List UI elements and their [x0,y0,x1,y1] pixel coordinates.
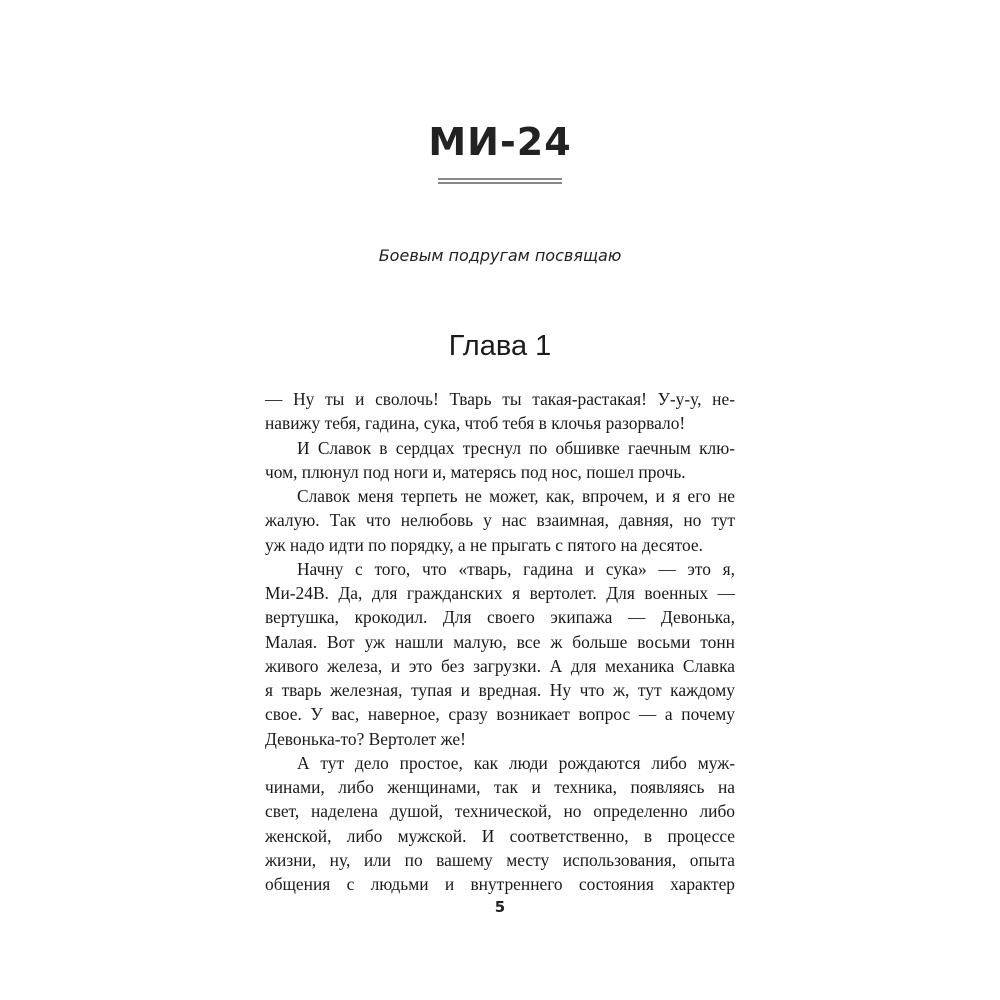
text-line: женской, либо мужской. И соответственно, в процессе [265,825,735,846]
text-line: я тварь железная, тупая и вредная. Ну что ж, тут каждому [265,680,735,700]
text-line: чинами, либо женщинами, так и техника, появляясь на [265,777,735,797]
book-title: МИ-24 [428,120,572,164]
text-line: Начну с того, что «тварь, гадина и сука» — это я, [297,558,735,579]
text-line: жалую. Так что нелюбовь у нас взаимная, давняя, но тут [265,510,735,531]
text-line: навижу тебя, гадина, сука, чтоб тебя в клочья разорвало! [265,413,686,434]
text-line: живого железа, и это без загрузки. А для механика Славка [265,655,735,676]
text-line: уж надо идти по порядку, а не прыгать с пятого на десятое. [265,534,703,555]
text-line: — Ну ты и сволочь! Тварь ты такая-растакая! У-у-у, не- [265,389,735,409]
dedication: Боевым подругам посвящаю [378,246,622,265]
chapter-title: Глава 1 [448,330,552,362]
text-line: Ми-24В. Да, для гражданских я вертолет. Для военных — [265,583,735,603]
text-line: И Славок в сердцах треснул по обшивке гаечным клю- [297,437,735,458]
text-line: вертушка, крокодил. Для своего экипажа — Девонька, [265,607,735,628]
text-line: чом, плюнул под ноги и, матерясь под нос, пошел прочь. [265,461,686,482]
text-line: А тут дело простое, как люди рождаются либо муж- [297,752,735,773]
text-line: свое. У вас, наверное, сразу возникает вопрос — а почему [265,704,735,725]
title-double-rule [438,178,562,184]
page-number: 5 [494,898,506,916]
text-line: жизни, ну, или по вашему месту использования, опыта [265,849,735,870]
text-line: Девонька-то? Вертолет же! [265,728,466,749]
chapter-body-text [265,387,735,896]
text-line: Малая. Вот уж нашли малую, все ж больше восьми тонн [265,631,735,652]
text-line: свет, наделена душой, технической, но определенно либо [265,801,735,822]
text-line: общения с людьми и внутреннего состояния характер [265,874,735,894]
text-line: Славок меня терпеть не может, как, впрочем, и я его не [297,486,735,506]
